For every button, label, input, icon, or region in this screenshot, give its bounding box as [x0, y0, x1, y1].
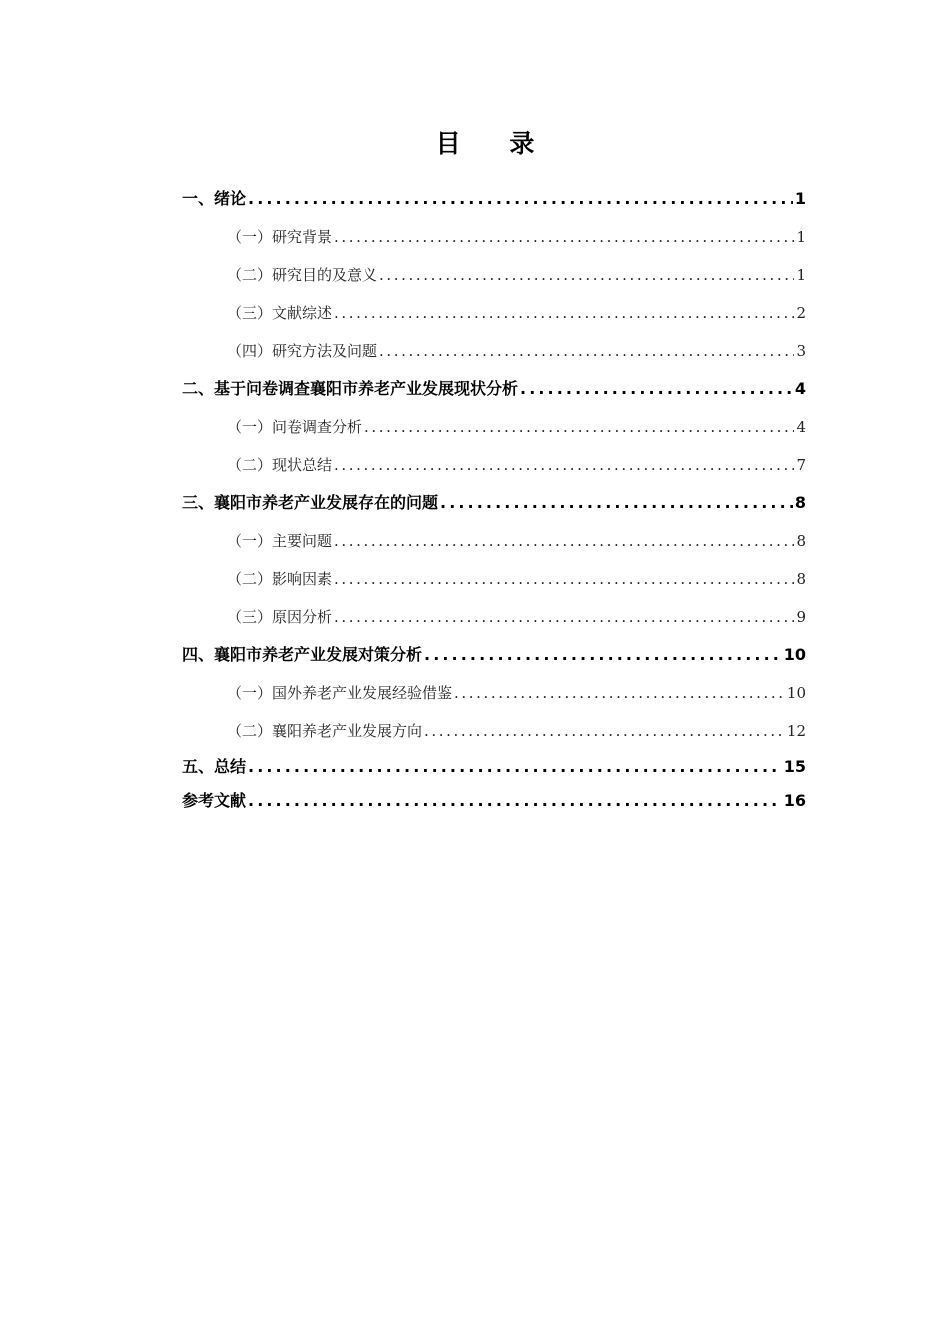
toc-entry-section-4-1[interactable]	[182, 674, 806, 712]
toc-dot-leader	[454, 674, 785, 712]
toc-dot-leader	[424, 636, 782, 674]
toc-title: 目 录	[435, 129, 555, 158]
toc-dot-leader	[424, 712, 785, 750]
toc-entry-label: 四、襄阳市养老产业发展对策分析	[182, 645, 423, 664]
toc-entry-page: 15	[783, 757, 806, 776]
toc-entry-label: 二、基于问卷调查襄阳市养老产业发展现状分析	[182, 379, 519, 398]
toc-entry-label: （二）现状总结	[227, 456, 333, 474]
toc-dot-leader	[379, 332, 794, 370]
toc-entry-page: 16	[783, 791, 806, 810]
toc-dot-leader	[334, 598, 794, 636]
toc-entry-page: 7	[796, 456, 806, 474]
toc-dot-leader	[334, 294, 794, 332]
toc-dot-leader	[440, 484, 793, 522]
toc-entry-page: 3	[796, 342, 806, 360]
toc-dot-leader	[364, 408, 794, 446]
toc-entry-label: （二）襄阳养老产业发展方向	[227, 722, 423, 740]
toc-entry-section-2-2[interactable]	[182, 446, 806, 484]
toc-entry-label: （三）文献综述	[227, 304, 333, 322]
toc-entry-section-3-3[interactable]	[182, 598, 806, 636]
toc-entry-label: 三、襄阳市养老产业发展存在的问题	[182, 493, 439, 512]
toc-entry-chapter-3[interactable]	[182, 484, 806, 522]
toc-entry-label: （二）影响因素	[227, 570, 333, 588]
table-of-contents	[182, 180, 806, 818]
toc-entry-section-4-2[interactable]	[182, 712, 806, 750]
toc-entry-page: 8	[796, 532, 806, 550]
toc-entry-label: （四）研究方法及问题	[227, 342, 378, 360]
toc-entry-section-1-4[interactable]	[182, 332, 806, 370]
toc-entry-label: （二）研究目的及意义	[227, 266, 378, 284]
toc-entry-section-2-1[interactable]	[182, 408, 806, 446]
toc-entry-page: 10	[786, 684, 806, 702]
toc-dot-leader	[248, 784, 782, 818]
toc-dot-leader	[334, 446, 794, 484]
toc-entry-page: 12	[786, 722, 806, 740]
toc-entry-page: 4	[794, 379, 806, 398]
toc-entry-label: （一）主要问题	[227, 532, 333, 550]
toc-entry-label: 五、总结	[182, 757, 247, 776]
toc-entry-label: （一）国外养老产业发展经验借鉴	[227, 684, 453, 702]
toc-entry-page: 8	[794, 493, 806, 512]
toc-entry-page: 4	[796, 418, 806, 436]
toc-dot-leader	[334, 522, 794, 560]
toc-entry-page: 9	[796, 608, 806, 626]
toc-dot-leader	[334, 560, 794, 598]
toc-entry-label: 参考文献	[182, 791, 247, 810]
toc-entry-references[interactable]	[182, 784, 806, 818]
toc-entry-label: （一）问卷调查分析	[227, 418, 363, 436]
toc-entry-chapter-2[interactable]	[182, 370, 806, 408]
toc-entry-page: 1	[794, 189, 806, 208]
toc-entry-section-3-2[interactable]	[182, 560, 806, 598]
toc-entry-section-1-1[interactable]	[182, 218, 806, 256]
toc-entry-section-3-1[interactable]	[182, 522, 806, 560]
toc-dot-leader	[248, 750, 782, 784]
toc-entry-chapter-1[interactable]	[182, 180, 806, 218]
toc-dot-leader	[334, 218, 794, 256]
toc-entry-section-1-3[interactable]	[182, 294, 806, 332]
toc-entry-page: 1	[796, 266, 806, 284]
toc-entry-page: 1	[796, 228, 806, 246]
toc-entry-label: 一、绪论	[182, 189, 247, 208]
toc-entry-label: （三）原因分析	[227, 608, 333, 626]
toc-entry-page: 8	[796, 570, 806, 588]
toc-dot-leader	[520, 370, 793, 408]
toc-entry-chapter-5[interactable]	[182, 750, 806, 784]
toc-dot-leader	[379, 256, 794, 294]
toc-entry-section-1-2[interactable]	[182, 256, 806, 294]
toc-entry-chapter-4[interactable]	[182, 636, 806, 674]
toc-entry-label: （一）研究背景	[227, 228, 333, 246]
toc-entry-page: 10	[783, 645, 806, 664]
toc-entry-page: 2	[796, 304, 806, 322]
toc-dot-leader	[248, 180, 793, 218]
